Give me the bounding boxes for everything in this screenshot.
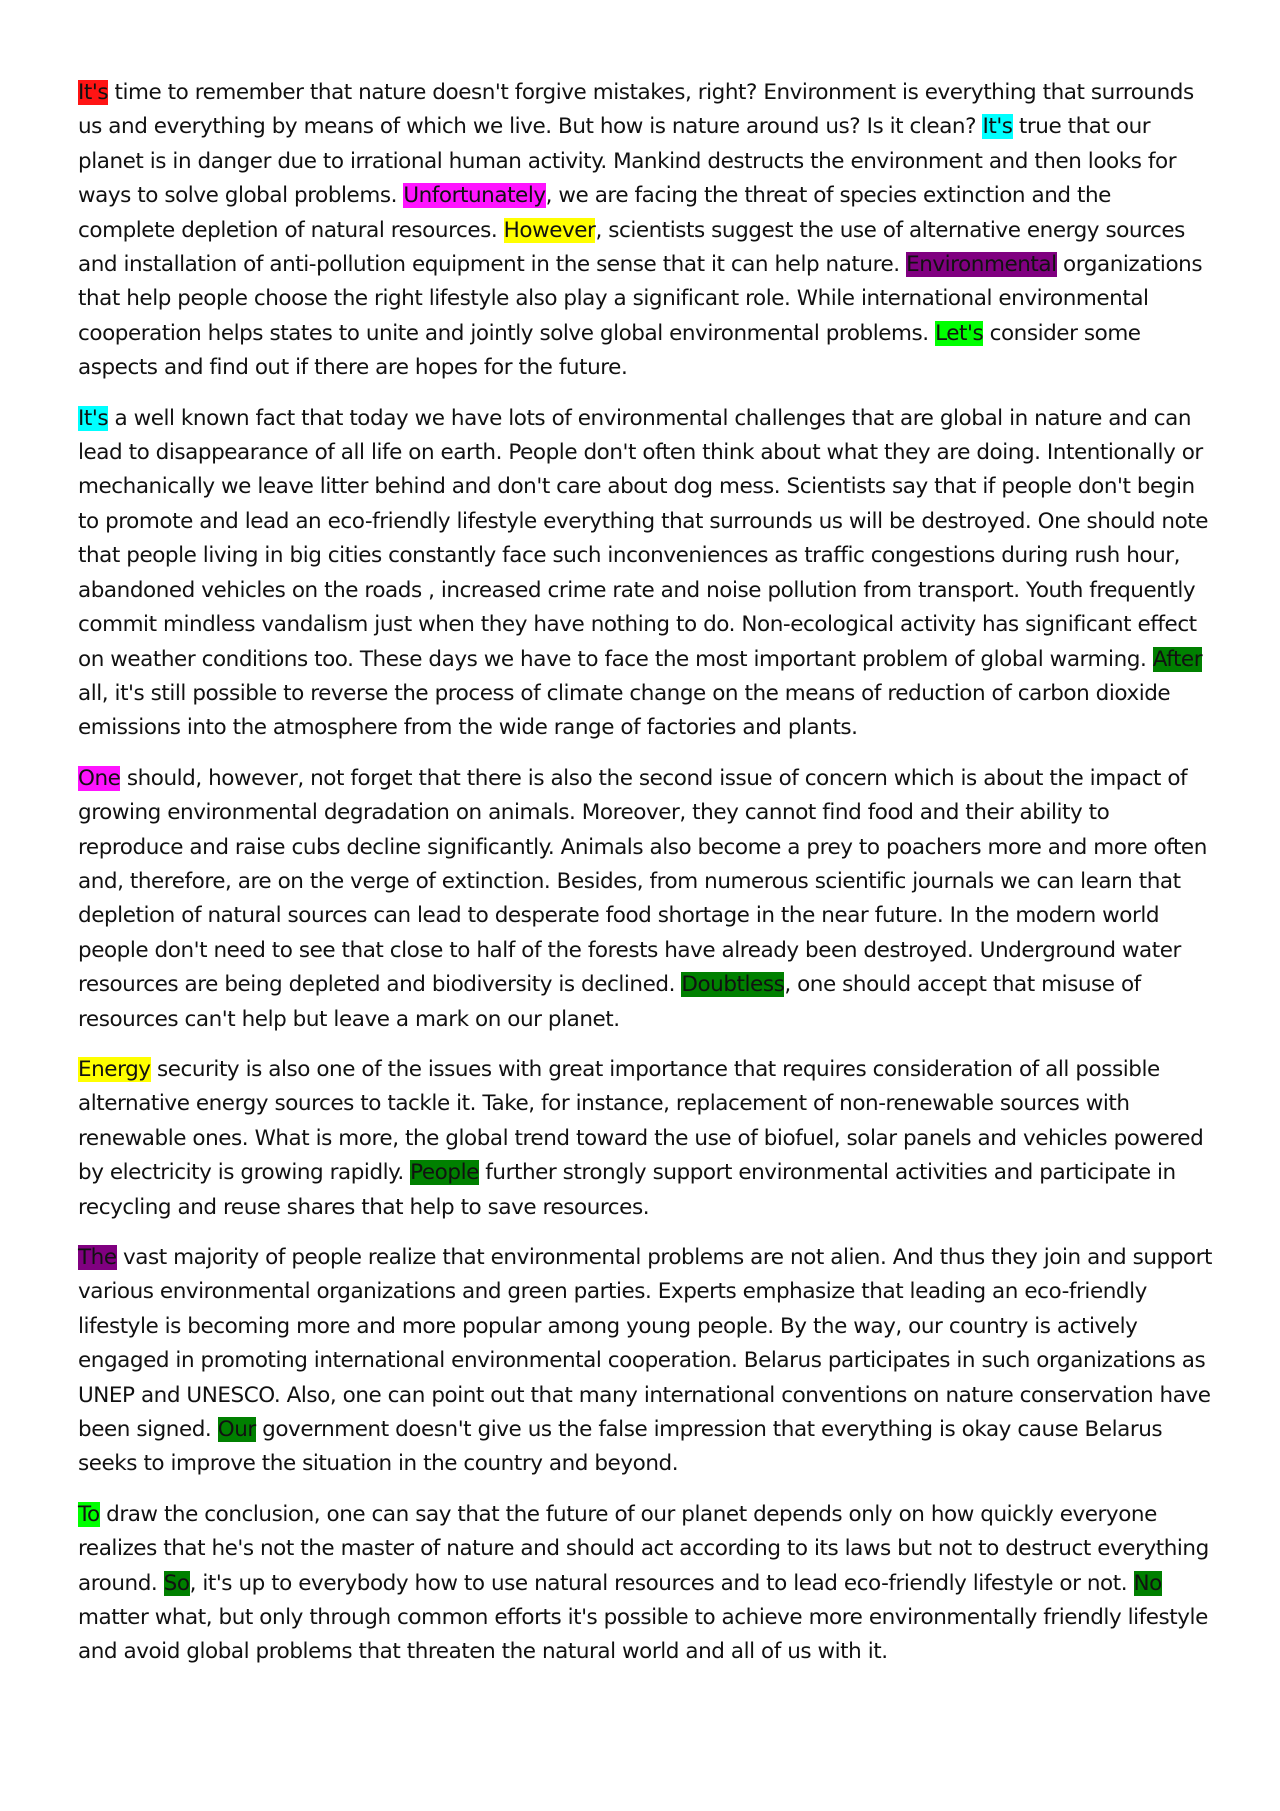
text-run: government doesn't give us the false impression that everything is okay cause Belarus seeks to improve the situation in the country and beyond. <box>78 1417 1163 1477</box>
highlighted-word: It's <box>78 405 109 431</box>
text-run: , we are facing the threat of species extinction and the complete depletion of natural resources. <box>78 183 1111 243</box>
highlighted-word: To <box>78 1501 100 1527</box>
highlighted-word: No <box>1133 1570 1162 1596</box>
highlighted-word: Our <box>217 1417 256 1443</box>
text-run: organizations that help people choose the right lifestyle also play a significant role. While international environmental cooperation helps states to unite and jointly solve global environmental problems. <box>78 252 1203 346</box>
text-run: true that our planet is in danger due to irrational human activity. Mankind destructs the environment and then looks for ways to solve global problems. <box>78 114 1177 209</box>
highlighted-word: One <box>78 765 121 791</box>
highlighted-word: So <box>163 1570 190 1596</box>
text-run: consider some aspects and find out if there are hopes for the future. <box>78 320 1141 381</box>
paragraph-4 <box>78 1053 1214 1225</box>
text-run: time to remember that nature doesn't forgive mistakes, right? Environment is everything that surrounds us and everything by means of which we live. But how is nature around us? Is it clean? <box>78 80 1194 140</box>
highlighted-word: It's <box>982 114 1013 140</box>
highlighted-word: Doubtless <box>681 972 785 998</box>
text-run: , scientists suggest the use of alternative energy sources and installation of anti-pollution equipment in the sense that it can help nature. <box>78 217 1185 278</box>
text-run: a well known fact that today we have lots of environmental challenges that are global in nature and can lead to disappearance of all life on earth. People don't often think about what they are doing. Intentionally or mechanically we leave litter behind and don't care about dog mess. Scientists say that if people don't begin to promote and lead an eco-friendly lifestyle everything that surrounds us will be destroyed. One should note that people living in big cities constantly face such inconveniences as traffic congestions during rush hour, abandoned vehicles on the roads , increased crime rate and noise pollution from transport. Youth frequently commit mindless vandalism just when they have nothing to do. Non-ecological activity has significant effect on weather conditions too. These days we have to face the most important problem of global warming. <box>78 405 1209 672</box>
text-run: all, it's still possible to reverse the process of climate change on the means of reduction of carbon dioxide emissions into the atmosphere from the wide range of factories and plants. <box>78 680 1171 741</box>
paragraph-1 <box>78 76 1214 386</box>
highlighted-word: Unfortunately <box>403 183 546 209</box>
essay-body <box>78 76 1214 1686</box>
text-run: , it's up to everybody how to use natural resources and to lead eco-friendly lifestyle or not. <box>189 1570 1134 1596</box>
highlighted-word: People <box>410 1160 479 1186</box>
text-run: draw the conclusion, one can say that the future of our planet depends only on how quickly everyone realizes that he's not the master of nature and should act according to its laws but not to destruct everything around. <box>78 1501 1209 1596</box>
paragraph-3 <box>78 762 1214 1037</box>
highlighted-word: After <box>1152 646 1203 672</box>
text-run: matter what, but only through common efforts it's possible to achieve more environmentally friendly lifestyle and avoid global problems that threaten the natural world and all of us with it. <box>78 1605 1208 1665</box>
text-run: should, however, not forget that there is also the second issue of concern which is about the impact of growing environmental degradation on animals. Moreover, they cannot find food and their ability to reproduce and raise cubs decline significantly. Animals also become a prey to poachers more and more often and, therefore, are on the verge of extinction. Besides, from numerous scientific journals we can learn that depletion of natural sources can lead to desperate food shortage in the near future. In the modern world people don't need to see that close to half of the forests have already been destroyed. Underground water resources are being depleted and biodiversity is declined. <box>78 765 1207 998</box>
highlighted-word: It's <box>78 80 109 105</box>
highlighted-word: However <box>503 217 596 243</box>
paragraph-2 <box>78 402 1214 746</box>
text-run: , one should accept that misuse of resources can't help but leave a mark on our planet. <box>78 972 1141 1032</box>
highlighted-word: Let's <box>935 320 984 346</box>
highlighted-word: Environmental <box>906 252 1057 278</box>
text-run: further strongly support environmental activities and participate in recycling and reuse shares that help to save resources. <box>78 1160 1176 1220</box>
text-run: vast majority of people realize that environmental problems are not alien. And thus they join and support various environmental organizations and green parties. Experts emphasize that leading an eco-friendly lifestyle is becoming more and more popular among young people. By the way, our country is actively engaged in promoting international environmental cooperation. Belarus participates in such organizations as UNEP and UNESCO. Also, one can point out that many international conventions on nature conservation have been signed. <box>78 1245 1212 1443</box>
highlighted-word: The <box>78 1245 117 1270</box>
paragraph-5 <box>78 1241 1214 1482</box>
text-run: security is also one of the issues with great importance that requires consideration of all possible alternative energy sources to tackle it. Take, for instance, replacement of non-renewable sources with renewable ones. What is more, the global trend toward the use of biofuel, solar panels and vehicles powered by electricity is growing rapidly. <box>78 1056 1204 1186</box>
paragraph-6 <box>78 1498 1214 1670</box>
highlighted-word: Energy <box>78 1056 151 1082</box>
